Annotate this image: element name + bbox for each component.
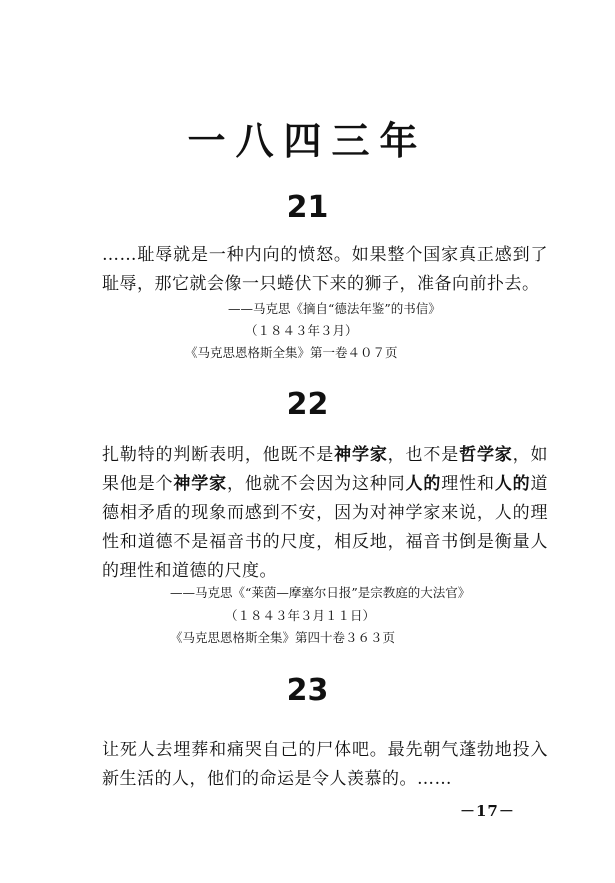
entry-22-paragraph: [68, 441, 548, 586]
entry-number-22: 22: [286, 387, 329, 422]
entry-22-date: （１８４３年３月１１日）: [225, 608, 376, 623]
entry-22-text-part1: 扎勒特的判断表明，他既不是: [102, 445, 335, 465]
entry-21-reference: 《马克思恩格斯全集》第一卷４０７页: [185, 345, 398, 360]
entry-21-paragraph: ……耻辱就是一种内向的愤怒。如果整个国家真正感到了耻辱，那它就会像一只蜷伏下来的狮子，准备向前扑去。: [102, 245, 548, 294]
entry-21-text: [68, 241, 548, 299]
entry-22-emphasis-1: 神学家: [334, 445, 388, 465]
entry-number-21: 21: [286, 190, 329, 225]
entry-22-text-part3: ，如果他是个: [102, 445, 549, 494]
entry-21-source: ——马克思《摘自“德法年鉴”的书信》: [228, 301, 441, 316]
entry-22-emphasis-5: 人的: [494, 474, 531, 494]
page-number: －17－: [460, 802, 515, 820]
entry-number-23: 23: [286, 673, 329, 708]
entry-22-text-part4: ，他就不会因为这种同: [226, 474, 406, 494]
entry-22-reference: 《马克思恩格斯全集》第四十卷３６３页: [170, 630, 396, 645]
entry-22-text-part6: 道德相矛盾的现象而感到不安，因为对神学家来说，人的理性和道德不是福音书的尺度，相反地，福音书倒是衡量人的理性和道德的尺度。: [102, 474, 549, 581]
entry-21-date: （１８４３年３月）: [245, 323, 358, 338]
entry-23-paragraph: 让死人去埋葬和痛哭自己的尸体吧。最先朝气蓬勃地投入新生活的人，他们的命运是令人羡慕的。……: [102, 740, 548, 789]
entry-22-text: [68, 441, 548, 586]
entry-23-text: [68, 736, 548, 794]
year-title: 一八四三年: [187, 118, 428, 163]
entry-22-text-part5: 理性和: [441, 474, 495, 494]
entry-22-emphasis-4: 人的: [405, 474, 442, 494]
entry-22-emphasis-2: 哲学家: [459, 445, 513, 465]
entry-22-source: ——马克思《“莱茵—摩塞尔日报”是宗教庭的大法官》: [170, 585, 471, 600]
entry-22-emphasis-3: 神学家: [173, 474, 227, 494]
entry-22-text-part2: ，也不是: [387, 445, 460, 465]
